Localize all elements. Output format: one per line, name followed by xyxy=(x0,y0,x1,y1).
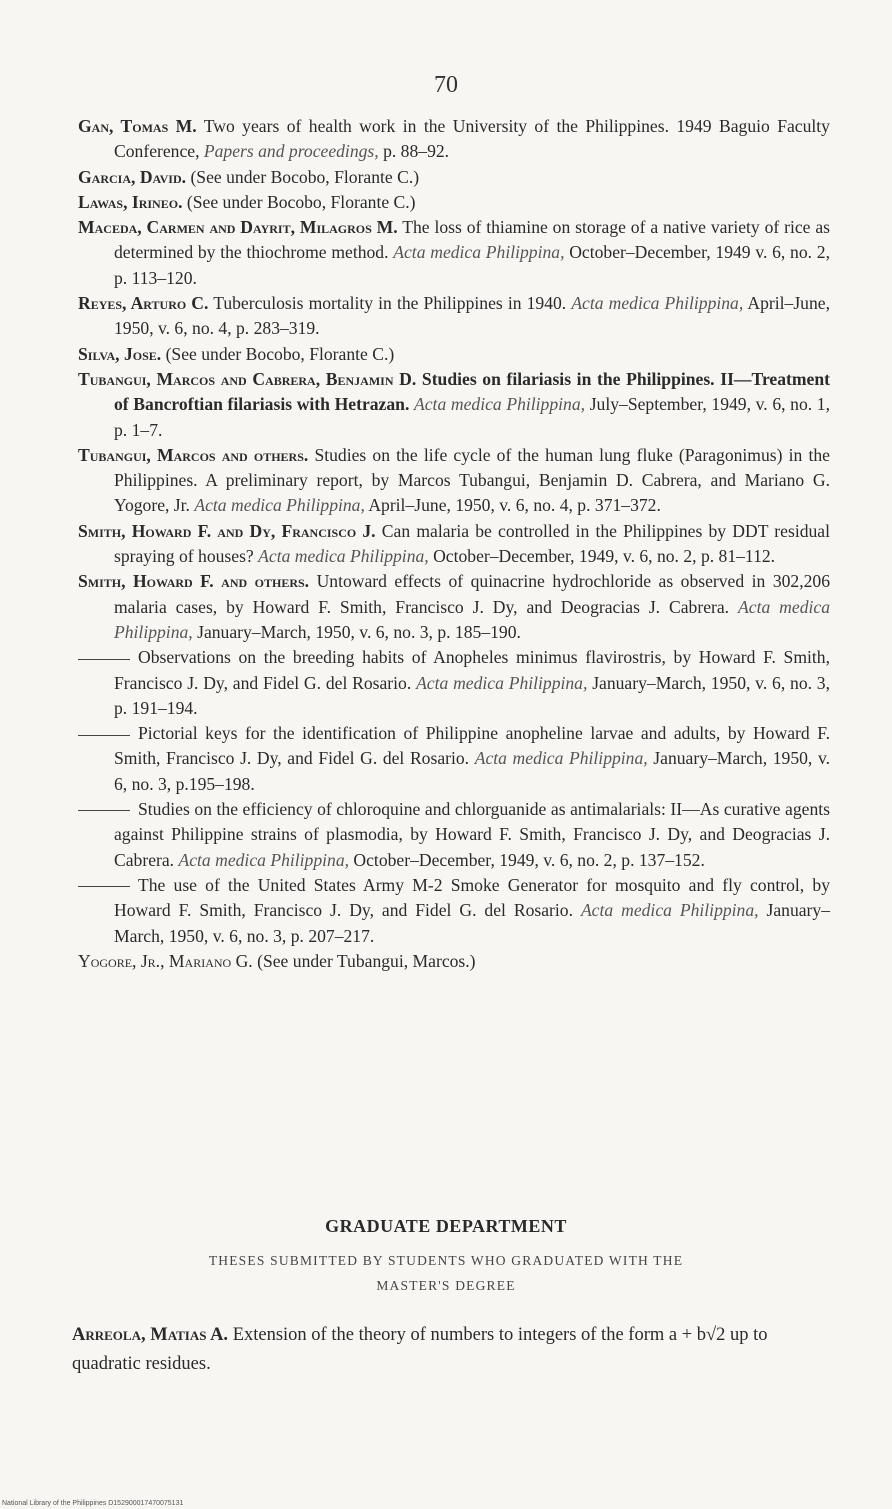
title: Two years of health work in the University of the Philippines. 1949 Baguio Faculty Conference, xyxy=(114,116,830,162)
author: Silva, Jose. xyxy=(78,343,162,364)
journal: Acta medica Philippina, xyxy=(571,293,744,314)
citation: October–December, 1949 v. 6, no. 2, p. 113–120. xyxy=(114,242,830,288)
subheading: MASTER'S DEGREE xyxy=(376,1278,516,1293)
journal: Acta medica Philippina, xyxy=(194,495,365,516)
ditto-dash xyxy=(78,810,130,811)
journal: Acta medica Philippina, xyxy=(258,546,429,567)
citation: January–March, 1950, v. 6, no. 3, p. 191–194. xyxy=(114,672,831,718)
list-item xyxy=(78,215,830,291)
citation: p. 88–92. xyxy=(383,141,450,162)
list-item xyxy=(78,569,830,645)
page-number: 70 xyxy=(434,72,458,98)
list-item xyxy=(78,797,830,873)
section-heading: GRADUATE DEPARTMENT xyxy=(325,1216,567,1236)
author: Gan, Tomas M. xyxy=(78,116,197,136)
ditto-dash xyxy=(78,886,130,887)
cross-reference: (See under Tubangui, Marcos.) xyxy=(257,950,476,971)
author: Yogore, Jr., Mariano G. xyxy=(78,950,253,971)
title: Studies on filariasis in the Philippines. II—Treatment of Bancroftian filariasis with Hetrazan. xyxy=(114,368,831,415)
title: The loss of thiamine on storage of a native variety of rice as determined by the thiochrome method. xyxy=(114,217,830,263)
author: Smith, Howard F. and others. xyxy=(78,571,310,592)
list-item xyxy=(78,645,830,721)
journal: Acta medica Philippina, xyxy=(474,748,648,769)
title: Observations on the breeding habits of Anopheles minimus flavirostris, by Howard F. Smith, Francisco J. Dy, and Fidel G. del Rosario. xyxy=(114,647,830,693)
author: Arreola, Matias A. xyxy=(72,1324,229,1345)
citation: October–December, 1949, v. 6, no. 2, p. 81–112. xyxy=(433,546,776,567)
title: Can malaria be controlled in the Philippines by DDT residual spraying of houses? xyxy=(114,520,831,567)
author: Reyes, Arturo C. xyxy=(78,293,209,314)
list-item xyxy=(78,165,830,190)
list-item xyxy=(78,190,830,215)
list-item xyxy=(78,114,830,165)
citation: July–September, 1949, v. 6, no. 1, p. 1–7. xyxy=(114,394,831,440)
ditto-dash xyxy=(78,659,130,660)
title: Extension of the theory of numbers to integers of the form a + b√2 up to quadratic residues. xyxy=(72,1324,768,1374)
title: Studies on the efficiency of chloroquine and chlorguanide as antimalarials: II—As curative agents against Philippine strains of plasmodia, by Howard F. Smith, Francisco J. Dy, and Deogracias J. Cabrera. xyxy=(114,799,830,870)
journal: Acta medica Philippina, xyxy=(178,849,350,870)
journal: Acta medica Philippina, xyxy=(416,672,588,693)
cross-reference: (See under Bocobo, Florante C.) xyxy=(186,191,416,212)
author: Lawas, Irineo. xyxy=(78,191,183,212)
citation: January–March, 1950, v. 6, no. 3, p. 207–217. xyxy=(114,900,831,946)
author: Tubangui, Marcos and Cabrera, Benjamin D. xyxy=(78,368,417,389)
journal: Acta medica Philippina, xyxy=(393,242,565,263)
citation: January–March, 1950, v. 6, no. 3, p. 185–190. xyxy=(197,621,521,642)
title: Untoward effects of quinacrine hydrochloride as observed in 302,206 malaria cases, by Howard F. Smith, Francisco J. Dy, and Deogracias J. Cabrera. xyxy=(114,571,830,617)
list-item xyxy=(78,342,830,367)
list-item xyxy=(78,873,830,949)
cross-reference: (See under Bocobo, Florante C.) xyxy=(165,343,395,364)
list-item xyxy=(78,291,830,342)
cross-reference: (See under Bocobo, Florante C.) xyxy=(190,166,420,187)
citation: January–March, 1950, v. 6, no. 3, p.195–198. xyxy=(114,748,830,794)
list-item xyxy=(72,1321,832,1379)
title: Studies on the life cycle of the human lung fluke (Paragonimus) in the Philippines. A preliminary report, by Marcos Tubangui, Benjamin D. Cabrera, and Mariano G. Yogore, Jr. xyxy=(114,444,830,516)
citation: October–December, 1949, v. 6, no. 2, p. 137–152. xyxy=(353,849,705,870)
subheading: THESES SUBMITTED BY STUDENTS WHO GRADUATED WITH THE xyxy=(208,1253,684,1268)
citation: April–June, 1950, v. 6, no. 4, p. 283–319. xyxy=(114,293,830,339)
journal: Acta medica Philippina, xyxy=(114,596,830,642)
bibliography-list xyxy=(78,114,830,974)
list-item xyxy=(78,721,830,797)
list-item xyxy=(78,519,830,570)
journal: Papers and proceedings, xyxy=(203,141,379,162)
footer-stamp: National Library of the Philippines D152900017470075131 xyxy=(2,1500,184,1507)
author: Maceda, Carmen and Dayrit, Milagros M. xyxy=(78,217,398,238)
title: The use of the United States Army M-2 Smoke Generator for mosquito and fly control, by Howard F. Smith, Francisco J. Dy, and Fidel G. del Rosario. xyxy=(114,874,830,921)
ditto-dash xyxy=(78,735,130,736)
citation: April–June, 1950, v. 6, no. 4, p. 371–372. xyxy=(368,495,661,516)
list-item xyxy=(78,949,830,974)
author: Smith, Howard F. and Dy, Francisco J. xyxy=(78,520,376,541)
list-item xyxy=(78,443,830,519)
journal: Acta medica Philippina, xyxy=(580,900,759,921)
author: Garcia, David. xyxy=(78,166,187,187)
title: Tuberculosis mortality in the Philippines in 1940. xyxy=(213,293,567,314)
journal: Acta medica Philippina, xyxy=(414,394,586,415)
title: Pictorial keys for the identification of Philippine anopheline larvae and adults, by Howard F. Smith, Francisco J. Dy, and Fidel G. del Rosario. xyxy=(114,723,830,769)
author: Tubangui, Marcos and others. xyxy=(78,444,309,465)
list-item xyxy=(78,367,830,443)
